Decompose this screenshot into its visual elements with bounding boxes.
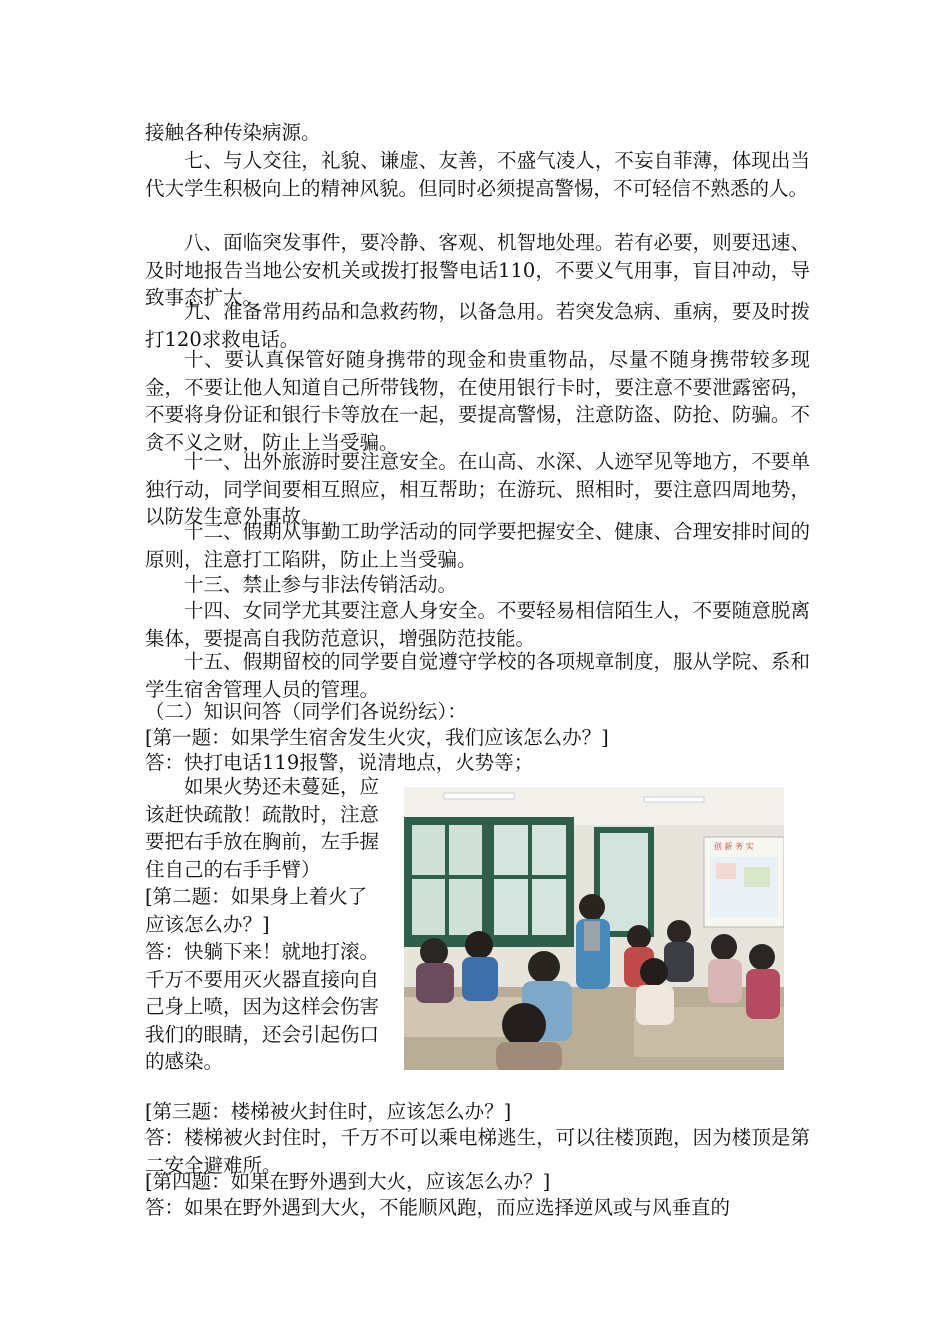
paragraph-15: 十五、假期留校的同学要自觉遵守学校的各项规章制度，服从学院、系和学生宿舍管理人员的管理。: [145, 650, 810, 701]
paragraph-11: 十一、出外旅游时要注意安全。在山高、水深、人迹罕见等地方，不要单独行动，同学间要相互照应，相互帮助；在游玩、照相时，要注意四周地势，以防发生意外事故。: [145, 450, 810, 528]
paragraph-6-tail: 接触各种传染病源。: [145, 121, 321, 144]
classroom-photo: [404, 787, 784, 1070]
wrapped-text-column: [145, 773, 385, 1076]
paragraph-13: 十三、禁止参与非法传销活动。: [184, 573, 458, 596]
question-1: [第一题：如果学生宿舍发生火灾，我们应该怎么办？]: [145, 726, 609, 749]
paragraph-12: 十二、假期从事勤工助学活动的同学要把握安全、健康、合理安排时间的原则，注意打工陷阱，防止上当受骗。: [145, 520, 810, 571]
paragraph-10: 十、要认真保管好随身携带的现金和贵重物品，尽量不随身携带较多现金，不要让他人知道自己所带钱物，在使用银行卡时，要注意不要泄露密码，不要将身份证和银行卡等放在一起，要提高警惕，注意防盗、防抢、防骗。不贪不义之财，防止上当受骗。: [145, 348, 810, 454]
paragraph-7: 七、与人交往，礼貌、谦虚、友善，不盛气凌人，不妄自菲薄，体现出当代大学生积极向上的精神风貌。但同时必须提高警惕，不可轻信不熟悉的人。: [145, 149, 810, 200]
board-slogan: 创 新 务 实: [714, 842, 754, 851]
paragraph-14: 十四、女同学尤其要注意人身安全。不要轻易相信陌生人，不要随意脱离集体，要提高自我防范意识，增强防范技能。: [145, 599, 810, 650]
answer-3: 答：楼梯被火封住时，千万不可以乘电梯逃生，可以往楼顶跑，因为楼顶是第二安全避难所。: [145, 1126, 810, 1177]
answer-2: 答：快躺下来！就地打滚。千万不要用灭火器直接向自己身上喷，因为这样会伤害我们的眼睛，还会引起伤口的感染。: [145, 940, 380, 1073]
answer-4: 答：如果在野外遇到大火，不能顺风跑，而应选择逆风或与风垂直的: [145, 1196, 731, 1219]
question-2: [第二题：如果身上着火了应该怎么办？]: [145, 885, 368, 936]
paragraph-9: 九、准备常用药品和急救药物，以备急用。若突发急病、重病，要及时拨打120求救电话。: [145, 300, 810, 351]
question-4: [第四题：如果在野外遇到大火，应该怎么办？]: [145, 1170, 551, 1193]
answer-1: 答：快打电话119报警，说清地点，火势等；: [145, 751, 534, 774]
answer-1-continued: 如果火势还未蔓延，应该赶快疏散！疏散时，注意要把右手放在胸前，左手握住自己的右手手臂）: [145, 775, 380, 881]
section-heading-qa: （二）知识问答（同学们各说纷纭）：: [145, 700, 467, 723]
paragraph-8: 八、面临突发事件，要冷静、客观、机智地处理。若有必要，则要迅速、及时地报告当地公安机关或拨打报警电话110，不要义气用事，盲目冲动，导致事态扩大。: [145, 231, 810, 309]
question-3: [第三题：楼梯被火封住时，应该怎么办？]: [145, 1100, 512, 1123]
